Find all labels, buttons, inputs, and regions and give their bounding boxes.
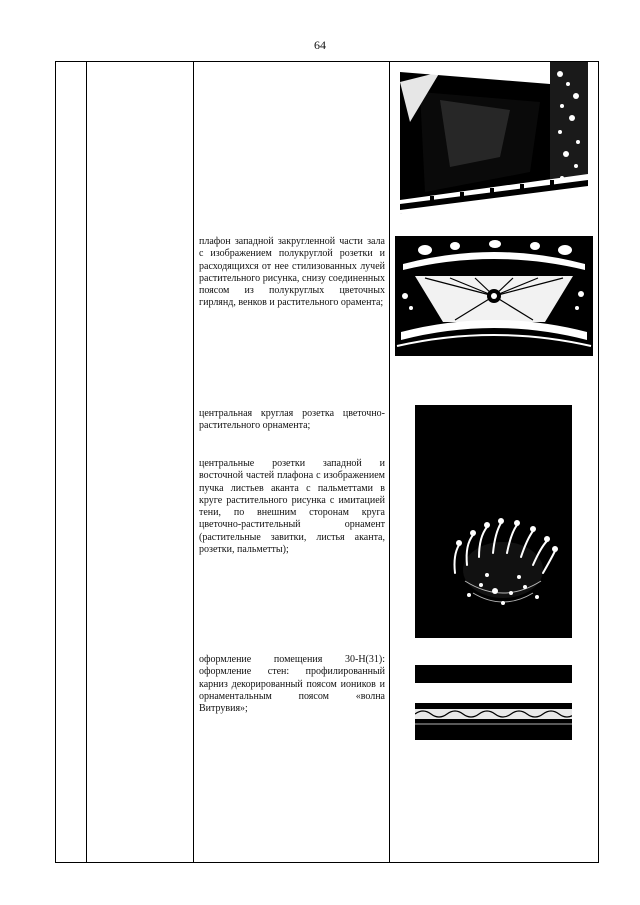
acanthus-rosettes-description <box>199 458 385 556</box>
column-divider-3 <box>389 62 390 862</box>
central-rosette-description-text: центральная круглая розетка цветочно-растительного орнамента; <box>199 408 385 432</box>
central-rosette-chandelier-photo <box>415 405 572 638</box>
profiled-cornice-vitruvian-wave-photo <box>415 665 572 740</box>
acanthus-rosettes-description-text: центральные розетки западной и восточной частей плафона с изображением пучка листьев аканта с пальметтами в круге растительного рисунка с имитацией тени, по внешним сторонам круга цветочно-растительный орнамент (растительные завитки, листья аканта, розетки, пальметты); <box>199 458 385 556</box>
ceiling-detail-cornice-photo <box>400 62 588 214</box>
plafond-description-text: плафон западной закругленной части зала с изображением полукруглой розетки и расходящихся от нее стилизованных лучей растительного рисунка, снизу соединенных поясом из полукруглых цветочных гирлянд, венков и растительного орамента; <box>199 236 385 309</box>
column-divider-1 <box>86 62 87 862</box>
room-decoration-description <box>199 654 385 715</box>
page-number: 64 <box>314 38 326 52</box>
plafond-description <box>199 236 385 310</box>
semicircular-rosette-plafond-photo <box>395 236 593 356</box>
column-divider-2 <box>193 62 194 862</box>
central-rosette-description <box>199 408 385 433</box>
room-decoration-description-text: оформление помещения 30-Н(31): оформление стен: профилированный карниз декорированный поясом иоников и орнаментальным поясом «волна Витрувия»; <box>199 654 385 715</box>
